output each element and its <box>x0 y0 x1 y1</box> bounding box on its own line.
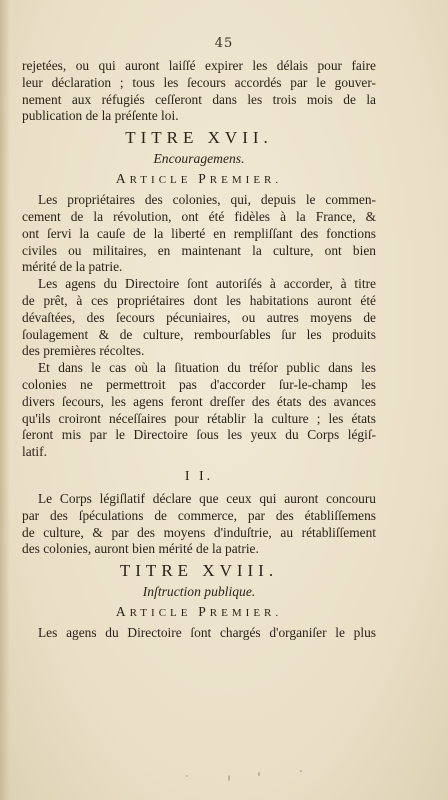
text-line: nement aux réfugiés ceſſeront dans les trois mois de la <box>22 91 376 107</box>
text-line: leur déclaration ; tous les ſecours accordés par le gouver- <box>22 74 376 90</box>
text-line: civiles ou militaires, en maintenant la culture, ont bien <box>22 242 376 258</box>
article-label: ARTICLE PREMIER. <box>115 604 283 620</box>
paper-speck <box>228 775 230 781</box>
section-2-heading: I I. <box>184 468 214 484</box>
text-line: Et dans le cas où la ſituation du tréſor public dans les <box>38 360 376 376</box>
text-line: publication de la préſente loi. <box>22 108 179 124</box>
text-line: Les agens du Directoire ſont autoriſés à accorder, à titre <box>38 276 376 292</box>
text-line: colonies ne permettroit pas d'accorder ſur-le-champ les <box>22 376 376 392</box>
text-line: mérité de la patrie. <box>22 259 123 275</box>
text-line: rejetées, ou qui auront laiſſé expirer les délais pour faire <box>22 58 376 73</box>
text-line: qu'ils croiront néceſſaires pour rétablir la culture ; les états <box>22 410 376 426</box>
text-line: de culture, & par des moyens d'induſtrie, au rétabliſſement <box>22 524 376 540</box>
titre-17-heading: TITRE XVII. <box>125 128 273 148</box>
text-line: dévaſtées, des ſecours pécuniaires, ou autres moyens de <box>22 309 376 325</box>
paragraph-5 <box>22 625 376 642</box>
text-line: Les propriétaires des colonies, qui, depuis le commen- <box>38 192 376 208</box>
text-line: latif. <box>22 444 47 460</box>
paragraph-1 <box>22 192 376 276</box>
titre-18-subtitle: Inſtruction publique. <box>142 584 256 600</box>
titre-17-article-heading <box>22 170 376 187</box>
text-line: divers ſecours, les agens feront dreſſer des états des avances <box>22 393 376 409</box>
paragraph-4 <box>22 491 376 558</box>
paper-speck <box>186 775 188 777</box>
page-number: 45 <box>214 36 234 51</box>
paper-speck <box>258 772 260 776</box>
page-text <box>22 58 376 642</box>
text-line: cement de la révolution, ont été fidèles à la France, & <box>22 208 376 224</box>
text-line: des premières récoltes. <box>22 343 145 359</box>
titre-18-heading: TITRE XVIII. <box>119 561 279 581</box>
paper-speck <box>300 770 302 772</box>
continued-paragraph <box>22 58 376 125</box>
text-line: par des ſpéculations de commerce, par des établiſſemens <box>22 507 376 523</box>
text-line: ſoulagement & de culture, rembourſables ſur les produits <box>22 326 376 342</box>
page-spine-shadow <box>0 0 10 800</box>
text-line: Le Corps légiſlatif déclare que ceux qui auront concouru <box>38 490 376 506</box>
article-label: ARTICLE PREMIER. <box>115 171 283 187</box>
text-line: des colonies, auront bien mérité de la patrie. <box>22 541 259 557</box>
titre-17-subtitle: Encouragemens. <box>153 151 245 167</box>
text-line: ſeront mis par le Directoire ſous les yeux du Corps légiſ- <box>22 427 376 443</box>
text-line: ont ſervi la cauſe de la liberté en rempliſſant des fonctions <box>22 225 376 241</box>
paragraph-3 <box>22 360 376 461</box>
paragraph-2 <box>22 276 376 360</box>
text-line: Les agens du Directoire ſont chargés d'organiſer le plus <box>38 625 376 641</box>
titre-18-article-heading <box>22 603 376 620</box>
text-line: de prêt, à ces propriétaires dont les habitations auront été <box>22 292 376 308</box>
